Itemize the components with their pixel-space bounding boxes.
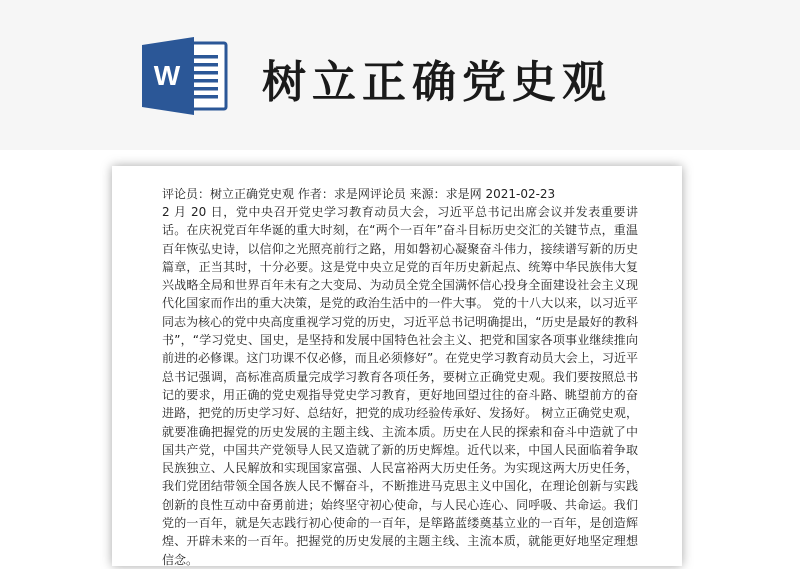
document-title: 树立正确党史观 bbox=[262, 57, 612, 108]
word-icon bbox=[140, 35, 230, 117]
header-banner bbox=[0, 0, 800, 150]
article-meta: 评论员：树立正确党史观 作者：求是网评论员 来源：求是网 2021-02-23 bbox=[162, 187, 556, 201]
word-icon-letter: W bbox=[153, 60, 181, 91]
document-page bbox=[112, 166, 682, 566]
article-body: 2 月 20 日，党中央召开党史学习教育动员大会，习近平总书记出席会议并发表重要讲话。在庆祝党百年华诞的重大时刻，在“两个一百年”奋斗目标历史交汇的关键节点，重温百年恢弘史诗，以信仰之光照亮前行之路，用如磐初心凝聚奋斗伟力，接续谱写新的历史篇章，正当其时，十分必要。这是党中央立足党的百年历史新起点、统筹中华民族伟大复兴战略全局和世界百年未有之大变局、为动员全党全国满怀信心投身全面建设社会主义现代化国家而作出的重大决策，是党的政治生活中的一件大事。 党的十八大以来，以习近平同志为核心的党中央高度重视学习党的历史，习近平总书记明确提出，“历史是最好的教科书”，“学习党史、国史，是坚持和发展中国特色社会主义、把党和国家各项事业继续推向前进的必修课。这门功课不仅必修，而且必须修好”。在党史学习教育动员大会上，习近平总书记强调，高标准高质量完成学习教育各项任务，要树立正确党史观。我们要按照总书记的要求，用正确的党史观指导党史学习教育，更好地回望过往的奋斗路、眺望前方的奋进路，把党的历史学习好、总结好，把党的成功经验传承好、发扬好。 树立正确党史观，就要准确把握党的历史发展的主题主线、主流本质。历史在人民的探索和奋斗中造就了中国共产党，中国共产党领导人民又造就了新的历史辉煌。近代以来，中国人民面临着争取民族独立、人民解放和实现国家富强、人民富裕两大历史任务。为实现这两大历史任务，我们党团结带领全国各族人民不懈奋斗，不断推进马克思主义中国化，在理论创新与实践创新的良性互动中奋勇前进；始终坚守初心使命，与人民心连心、同呼吸、共命运。我们党的一百年，就是矢志践行初心使命的一百年，是筚路蓝缕奠基立业的一百年，是创造辉煌、开辟未来的一百年。把握党的历史发展的主题主线、主流本质，就能更好地坚定理想信念。 bbox=[162, 205, 638, 567]
